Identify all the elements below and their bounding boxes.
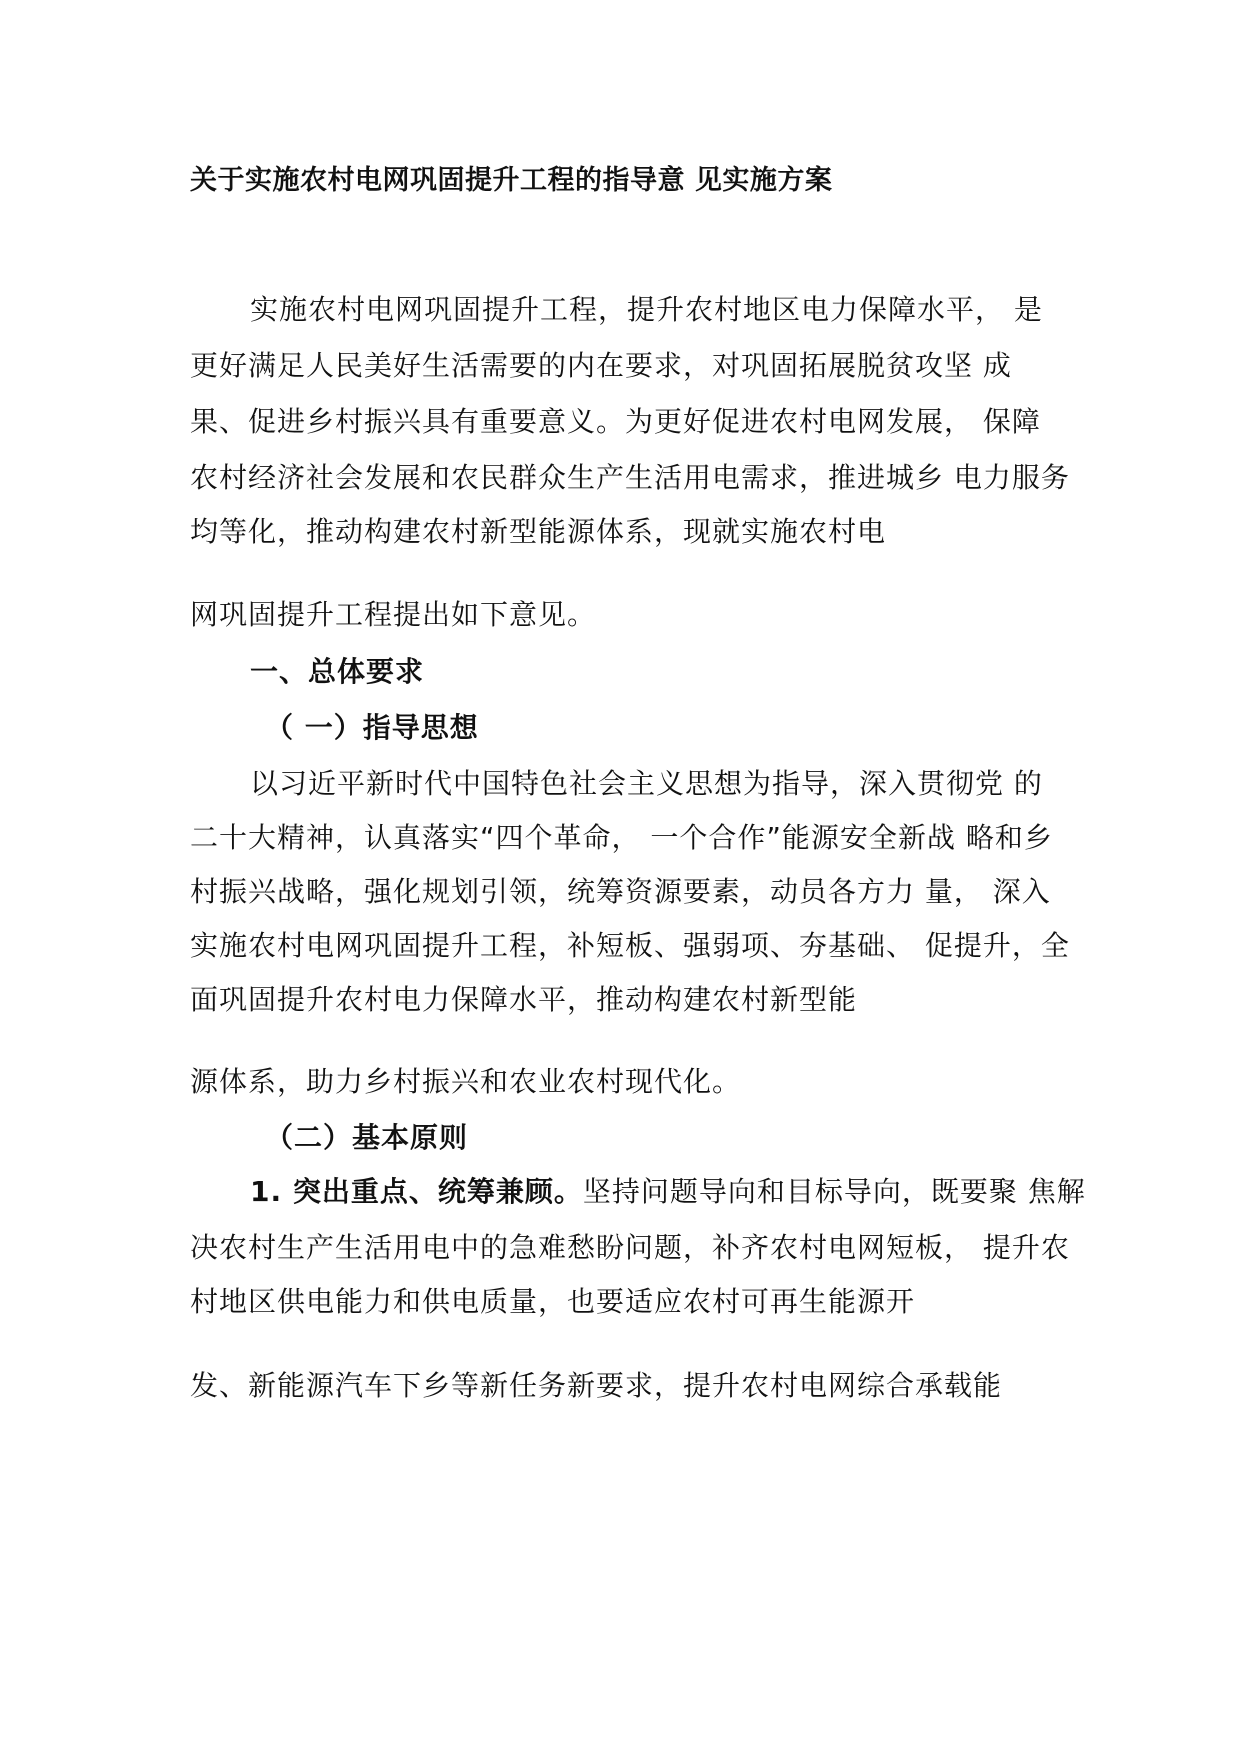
- subsection-heading: （ 一）指导思想: [265, 711, 479, 744]
- paragraph-line: 实施农村电网巩固提升工程，提升农村地区电力保障水平， 是: [250, 293, 1043, 326]
- paragraph-line: 面巩固提升农村电力保障水平，推动构建农村新型能: [190, 983, 858, 1016]
- paragraph-line: 源体系，助力乡村振兴和农业农村现代化。: [190, 1065, 742, 1098]
- principle-label: 1. 突出重点、统筹兼顾。: [250, 1175, 583, 1208]
- paragraph-line: 均等化，推动构建农村新型能源体系，现就实施农村电: [190, 515, 887, 548]
- paragraph-line: 更好满足人民美好生活需要的内在要求，对巩固拓展脱贫攻坚 成: [190, 349, 1012, 382]
- paragraph-line: 网巩固提升工程提出如下意见。: [190, 598, 597, 631]
- principle-text: 坚持问题导向和目标导向，既要聚 焦解: [582, 1175, 1086, 1208]
- paragraph-line: 以习近平新时代中国特色社会主义思想为指导，深入贯彻党 的: [250, 767, 1043, 800]
- document-title: 关于实施农村电网巩固提升工程的指导意 见实施方案: [190, 165, 833, 196]
- paragraph-line: 果、促进乡村振兴具有重要意义。为更好促进农村电网发展， 保障: [190, 405, 1041, 438]
- paragraph-line: 村地区供电能力和供电质量，也要适应农村可再生能源开: [190, 1285, 916, 1318]
- paragraph-line: 农村经济社会发展和农民群众生产生活用电需求，推进城乡 电力服务: [190, 461, 1070, 494]
- section-heading: 一、总体要求: [250, 655, 425, 688]
- paragraph-line: 实施农村电网巩固提升工程，补短板、强弱项、夯基础、 促提升，全: [190, 929, 1070, 962]
- paragraph-line: 决农村生产生活用电中的急难愁盼问题，补齐农村电网短板， 提升农: [190, 1231, 1070, 1264]
- subsection-heading: （二）基本原则: [265, 1121, 469, 1154]
- principle-line: [250, 1172, 1086, 1212]
- paragraph-line: 村振兴战略，强化规划引领，统筹资源要素，动员各方力 量， 深入: [190, 875, 1051, 908]
- paragraph-line: 发、新能源汽车下乡等新任务新要求，提升农村电网综合承载能: [190, 1369, 1003, 1402]
- paragraph-line: 二十大精神，认真落实“四个革命， 一个合作”能源安全新战 略和乡: [190, 821, 1053, 854]
